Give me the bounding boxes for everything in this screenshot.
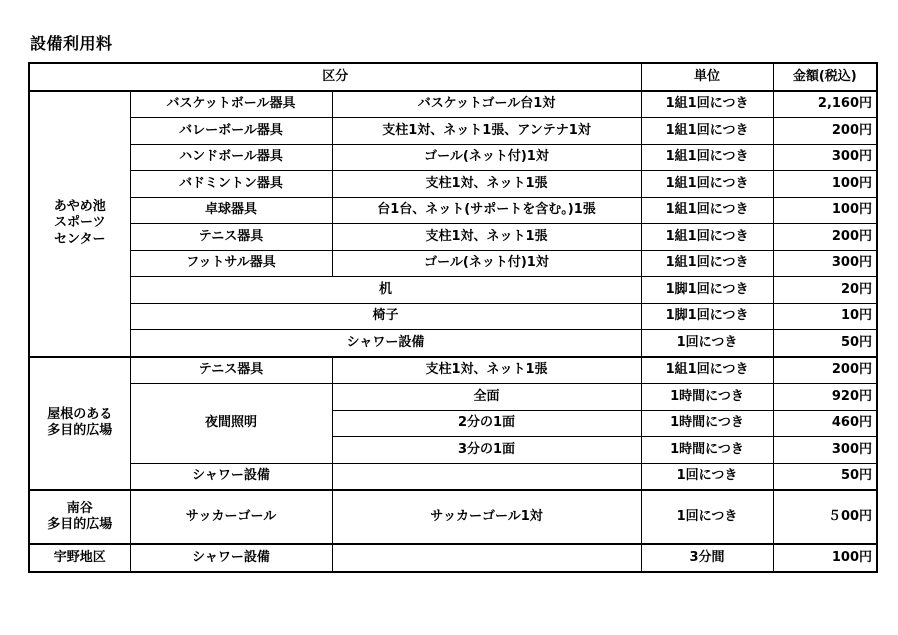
amount-cell: 300円 — [773, 144, 877, 171]
venue-line: スポーツ — [54, 215, 106, 231]
unit-cell: 1組1回につき — [641, 224, 773, 251]
table-row — [29, 171, 877, 198]
amount-cell: 10円 — [773, 303, 877, 330]
table-row — [29, 463, 877, 490]
unit-cell: 1組1回につき — [641, 171, 773, 198]
table-row — [29, 544, 877, 572]
group-minamidani — [29, 490, 877, 544]
detail-cell: 全面 — [332, 384, 641, 411]
item-cell: バスケットボール器具 — [130, 91, 332, 118]
amount-cell: 50円 — [773, 330, 877, 357]
amount-cell: 300円 — [773, 250, 877, 277]
venue-cell: 宇野地区 — [29, 544, 130, 572]
amount-cell: 20円 — [773, 277, 877, 304]
unit-cell: 1時間につき — [641, 384, 773, 411]
unit-cell: 3分間 — [641, 544, 773, 572]
facility-fee-table — [28, 62, 878, 573]
table-row — [29, 357, 877, 384]
amount-cell: 200円 — [773, 357, 877, 384]
item-cell: シャワー設備 — [130, 544, 332, 572]
item-cell: シャワー設備 — [130, 463, 332, 490]
item-cell: テニス器具 — [130, 357, 332, 384]
venue-line: 南谷 — [66, 500, 93, 516]
item-cell: サッカーゴール — [130, 490, 332, 544]
table-row — [29, 144, 877, 171]
venue-cell — [29, 357, 130, 491]
unit-cell: 1組1回につき — [641, 357, 773, 384]
detail-cell: 支柱1対、ネット1張、アンテナ1対 — [332, 118, 641, 145]
unit-cell: 1組1回につき — [641, 197, 773, 224]
detail-cell: 支柱1対、ネット1張 — [332, 357, 641, 384]
detail-cell: 2分の1面 — [332, 410, 641, 437]
detail-cell: サッカーゴール1対 — [332, 490, 641, 544]
table-row — [29, 91, 877, 118]
unit-cell: 1脚1回につき — [641, 303, 773, 330]
amount-cell: 300円 — [773, 437, 877, 464]
item-cell: フットサル器具 — [130, 250, 332, 277]
group-uno — [29, 544, 877, 572]
detail-cell: ゴール(ネット付)1対 — [332, 144, 641, 171]
detail-cell: 台1台、ネット(サポートを含む。)1張 — [332, 197, 641, 224]
item-cell: 机 — [130, 277, 641, 304]
unit-cell: 1時間につき — [641, 437, 773, 464]
unit-cell: 1組1回につき — [641, 118, 773, 145]
item-cell: 卓球器具 — [130, 197, 332, 224]
unit-cell: 1脚1回につき — [641, 277, 773, 304]
amount-cell: 100円 — [773, 544, 877, 572]
header-unit: 単位 — [641, 63, 773, 91]
detail-cell: バスケットゴール台1対 — [332, 91, 641, 118]
detail-cell: ゴール(ネット付)1対 — [332, 250, 641, 277]
table-row — [29, 490, 877, 544]
venue-line: あやめ池 — [53, 199, 106, 215]
venue-line: 多目的広場 — [47, 423, 113, 439]
table-row — [29, 330, 877, 357]
detail-cell: 支柱1対、ネット1張 — [332, 224, 641, 251]
unit-cell: 1組1回につき — [641, 144, 773, 171]
table-row — [29, 303, 877, 330]
page-title: 設備利用料 — [30, 34, 113, 53]
amount-cell: ５00円 — [773, 490, 877, 544]
item-cell: ハンドボール器具 — [130, 144, 332, 171]
unit-cell: 1回につき — [641, 330, 773, 357]
amount-cell: 100円 — [773, 171, 877, 198]
venue-line: 屋根のある — [47, 407, 113, 422]
amount-cell: 100円 — [773, 197, 877, 224]
item-cell: 夜間照明 — [130, 384, 332, 464]
header-category: 区分 — [29, 63, 641, 91]
amount-cell: 920円 — [773, 384, 877, 411]
unit-cell: 1組1回につき — [641, 91, 773, 118]
group-ayame — [29, 91, 877, 357]
amount-cell: 200円 — [773, 224, 877, 251]
venue-cell — [29, 91, 130, 357]
table-row — [29, 224, 877, 251]
amount-cell: 460円 — [773, 410, 877, 437]
header-amount: 金額(税込) — [773, 63, 877, 91]
amount-cell: 200円 — [773, 118, 877, 145]
header-row — [29, 63, 877, 91]
detail-cell — [332, 463, 641, 490]
table-row — [29, 118, 877, 145]
venue-cell — [29, 490, 130, 544]
venue-line: 多目的広場 — [47, 517, 113, 532]
unit-cell: 1時間につき — [641, 410, 773, 437]
table-row — [29, 197, 877, 224]
unit-cell: 1回につき — [641, 490, 773, 544]
amount-cell: 50円 — [773, 463, 877, 490]
table-row — [29, 250, 877, 277]
detail-cell: 3分の1面 — [332, 437, 641, 464]
item-cell: バレーボール器具 — [130, 118, 332, 145]
item-cell: テニス器具 — [130, 224, 332, 251]
group-yane — [29, 357, 877, 491]
item-cell: バドミントン器具 — [130, 171, 332, 198]
detail-cell: 支柱1対、ネット1張 — [332, 171, 641, 198]
unit-cell: 1組1回につき — [641, 250, 773, 277]
table-row — [29, 277, 877, 304]
detail-cell — [332, 544, 641, 572]
table-row — [29, 384, 877, 411]
item-cell: 椅子 — [130, 303, 641, 330]
item-cell: シャワー設備 — [130, 330, 641, 357]
amount-cell: 2,160円 — [773, 91, 877, 118]
venue-line: センター — [54, 231, 106, 247]
unit-cell: 1回につき — [641, 463, 773, 490]
